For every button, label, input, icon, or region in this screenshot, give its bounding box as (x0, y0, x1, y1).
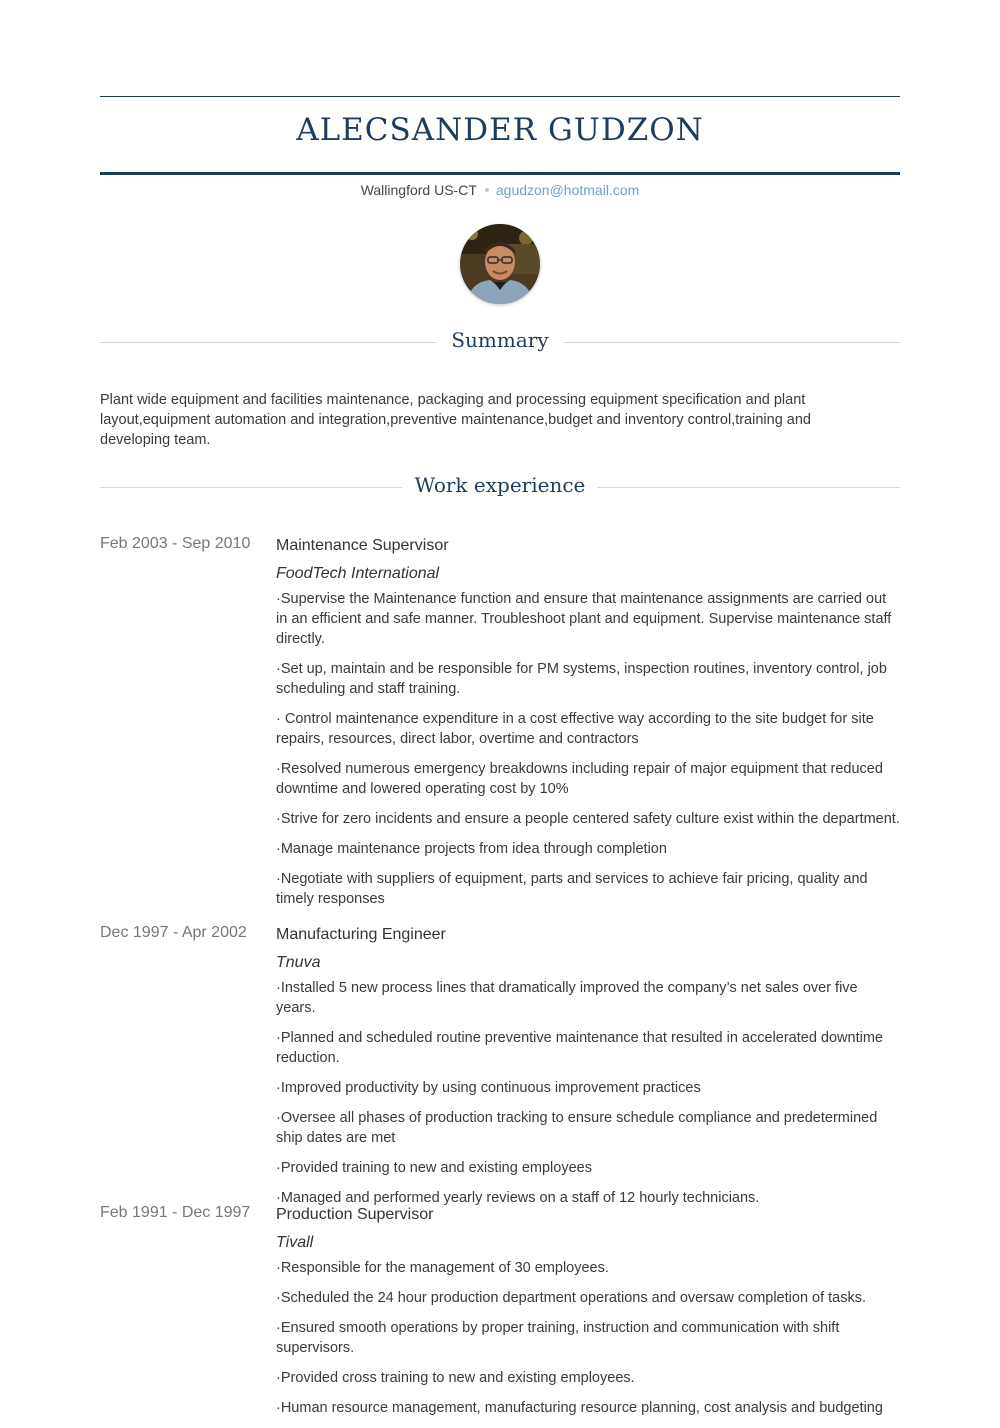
profile-photo-image (460, 224, 540, 304)
work-heading-line-right (597, 487, 900, 488)
job-body (276, 924, 900, 1218)
job-bullet: ·Managed and performed yearly reviews on a staff of 12 hourly technicians. (276, 1190, 760, 1206)
job-company: Tnuva (276, 954, 321, 971)
job-bullet: ·Planned and scheduled routine preventive maintenance that resulted in accelerated downtime reduction. (276, 1030, 883, 1066)
summary-heading (100, 328, 900, 358)
job-bullet: ·Strive for zero incidents and ensure a people centered safety culture exist within the department. (276, 811, 900, 827)
job-bullet: ·Manage maintenance projects from idea through completion (276, 841, 667, 857)
separator-dot (485, 188, 489, 192)
job-body (276, 535, 900, 919)
candidate-name: ALECSANDER GUDZON (296, 112, 704, 148)
job-bullets (276, 978, 900, 1208)
job-bullet: ·Resolved numerous emergency breakdowns including repair of major equipment that reduced downtime and lowered operating cost by 10% (276, 761, 883, 797)
job-company: FoodTech International (276, 565, 440, 582)
job-role: Maintenance Supervisor (276, 537, 449, 554)
job-bullet: ·Responsible for the management of 30 employees. (276, 1260, 609, 1276)
job-bullet: ·Provided training to new and existing employees (276, 1160, 592, 1176)
job-bullet: ·Negotiate with suppliers of equipment, parts and services to achieve fair pricing, quality and timely responses (276, 871, 868, 907)
summary-title: Summary (451, 328, 549, 352)
header-bottom-rule (100, 172, 900, 175)
location-text: Wallingford US-CT (360, 182, 477, 198)
job-bullet: ·Human resource management, manufacturing resource planning, cost analysis and budgeting (276, 1400, 883, 1416)
job-role: Manufacturing Engineer (276, 926, 446, 943)
job-dates: Feb 2003 - Sep 2010 (100, 535, 251, 552)
job-bullet: ·Improved productivity by using continuous improvement practices (276, 1080, 701, 1096)
profile-photo (460, 224, 540, 304)
header-top-rule (100, 96, 900, 97)
job-bullet: ·Installed 5 new process lines that dramatically improved the company’s net sales over five years. (276, 980, 858, 1016)
work-experience-heading (100, 473, 900, 503)
summary-text: Plant wide equipment and facilities maintenance, packaging and processing equipment specification and plant layout,equipment automation and integration,preventive maintenance,budget and inventory control,training and developing team. (100, 392, 811, 448)
job-bullet: ·Scheduled the 24 hour production department operations and oversaw completion of tasks. (276, 1290, 867, 1306)
email-link[interactable]: agudzon@hotmail.com (495, 182, 640, 198)
job-bullet: ·Provided cross training to new and existing employees. (276, 1370, 635, 1386)
job-bullet: ·Supervise the Maintenance function and ensure that maintenance assignments are carried out in an efficient and safe manner. Troubleshoot plant and equipment. Supervise maintenance staff directly. (276, 591, 892, 647)
job-bullet: · Control maintenance expenditure in a cost effective way according to the site budget for site repairs, resources, direct labor, overtime and contractors (276, 711, 874, 747)
job-dates: Dec 1997 - Apr 2002 (100, 924, 247, 941)
job-dates: Feb 1991 - Dec 1997 (100, 1204, 251, 1221)
job-bullets (276, 589, 900, 909)
job-bullets (276, 1258, 900, 1418)
job-bullet: ·Ensured smooth operations by proper training, instruction and communication with shift supervisors. (276, 1320, 840, 1356)
work-experience-title: Work experience (414, 473, 586, 497)
job-bullet: ·Oversee all phases of production tracking to ensure schedule compliance and predetermined ship dates are met (276, 1110, 878, 1146)
job-bullet: ·Set up, maintain and be responsible for PM systems, inspection routines, inventory control, job scheduling and staff training. (276, 661, 887, 697)
job-body (276, 1204, 900, 1428)
job-company: Tivall (276, 1234, 314, 1251)
job-role: Production Supervisor (276, 1206, 434, 1223)
summary-heading-line-right (564, 342, 900, 343)
contact-line (100, 182, 900, 198)
